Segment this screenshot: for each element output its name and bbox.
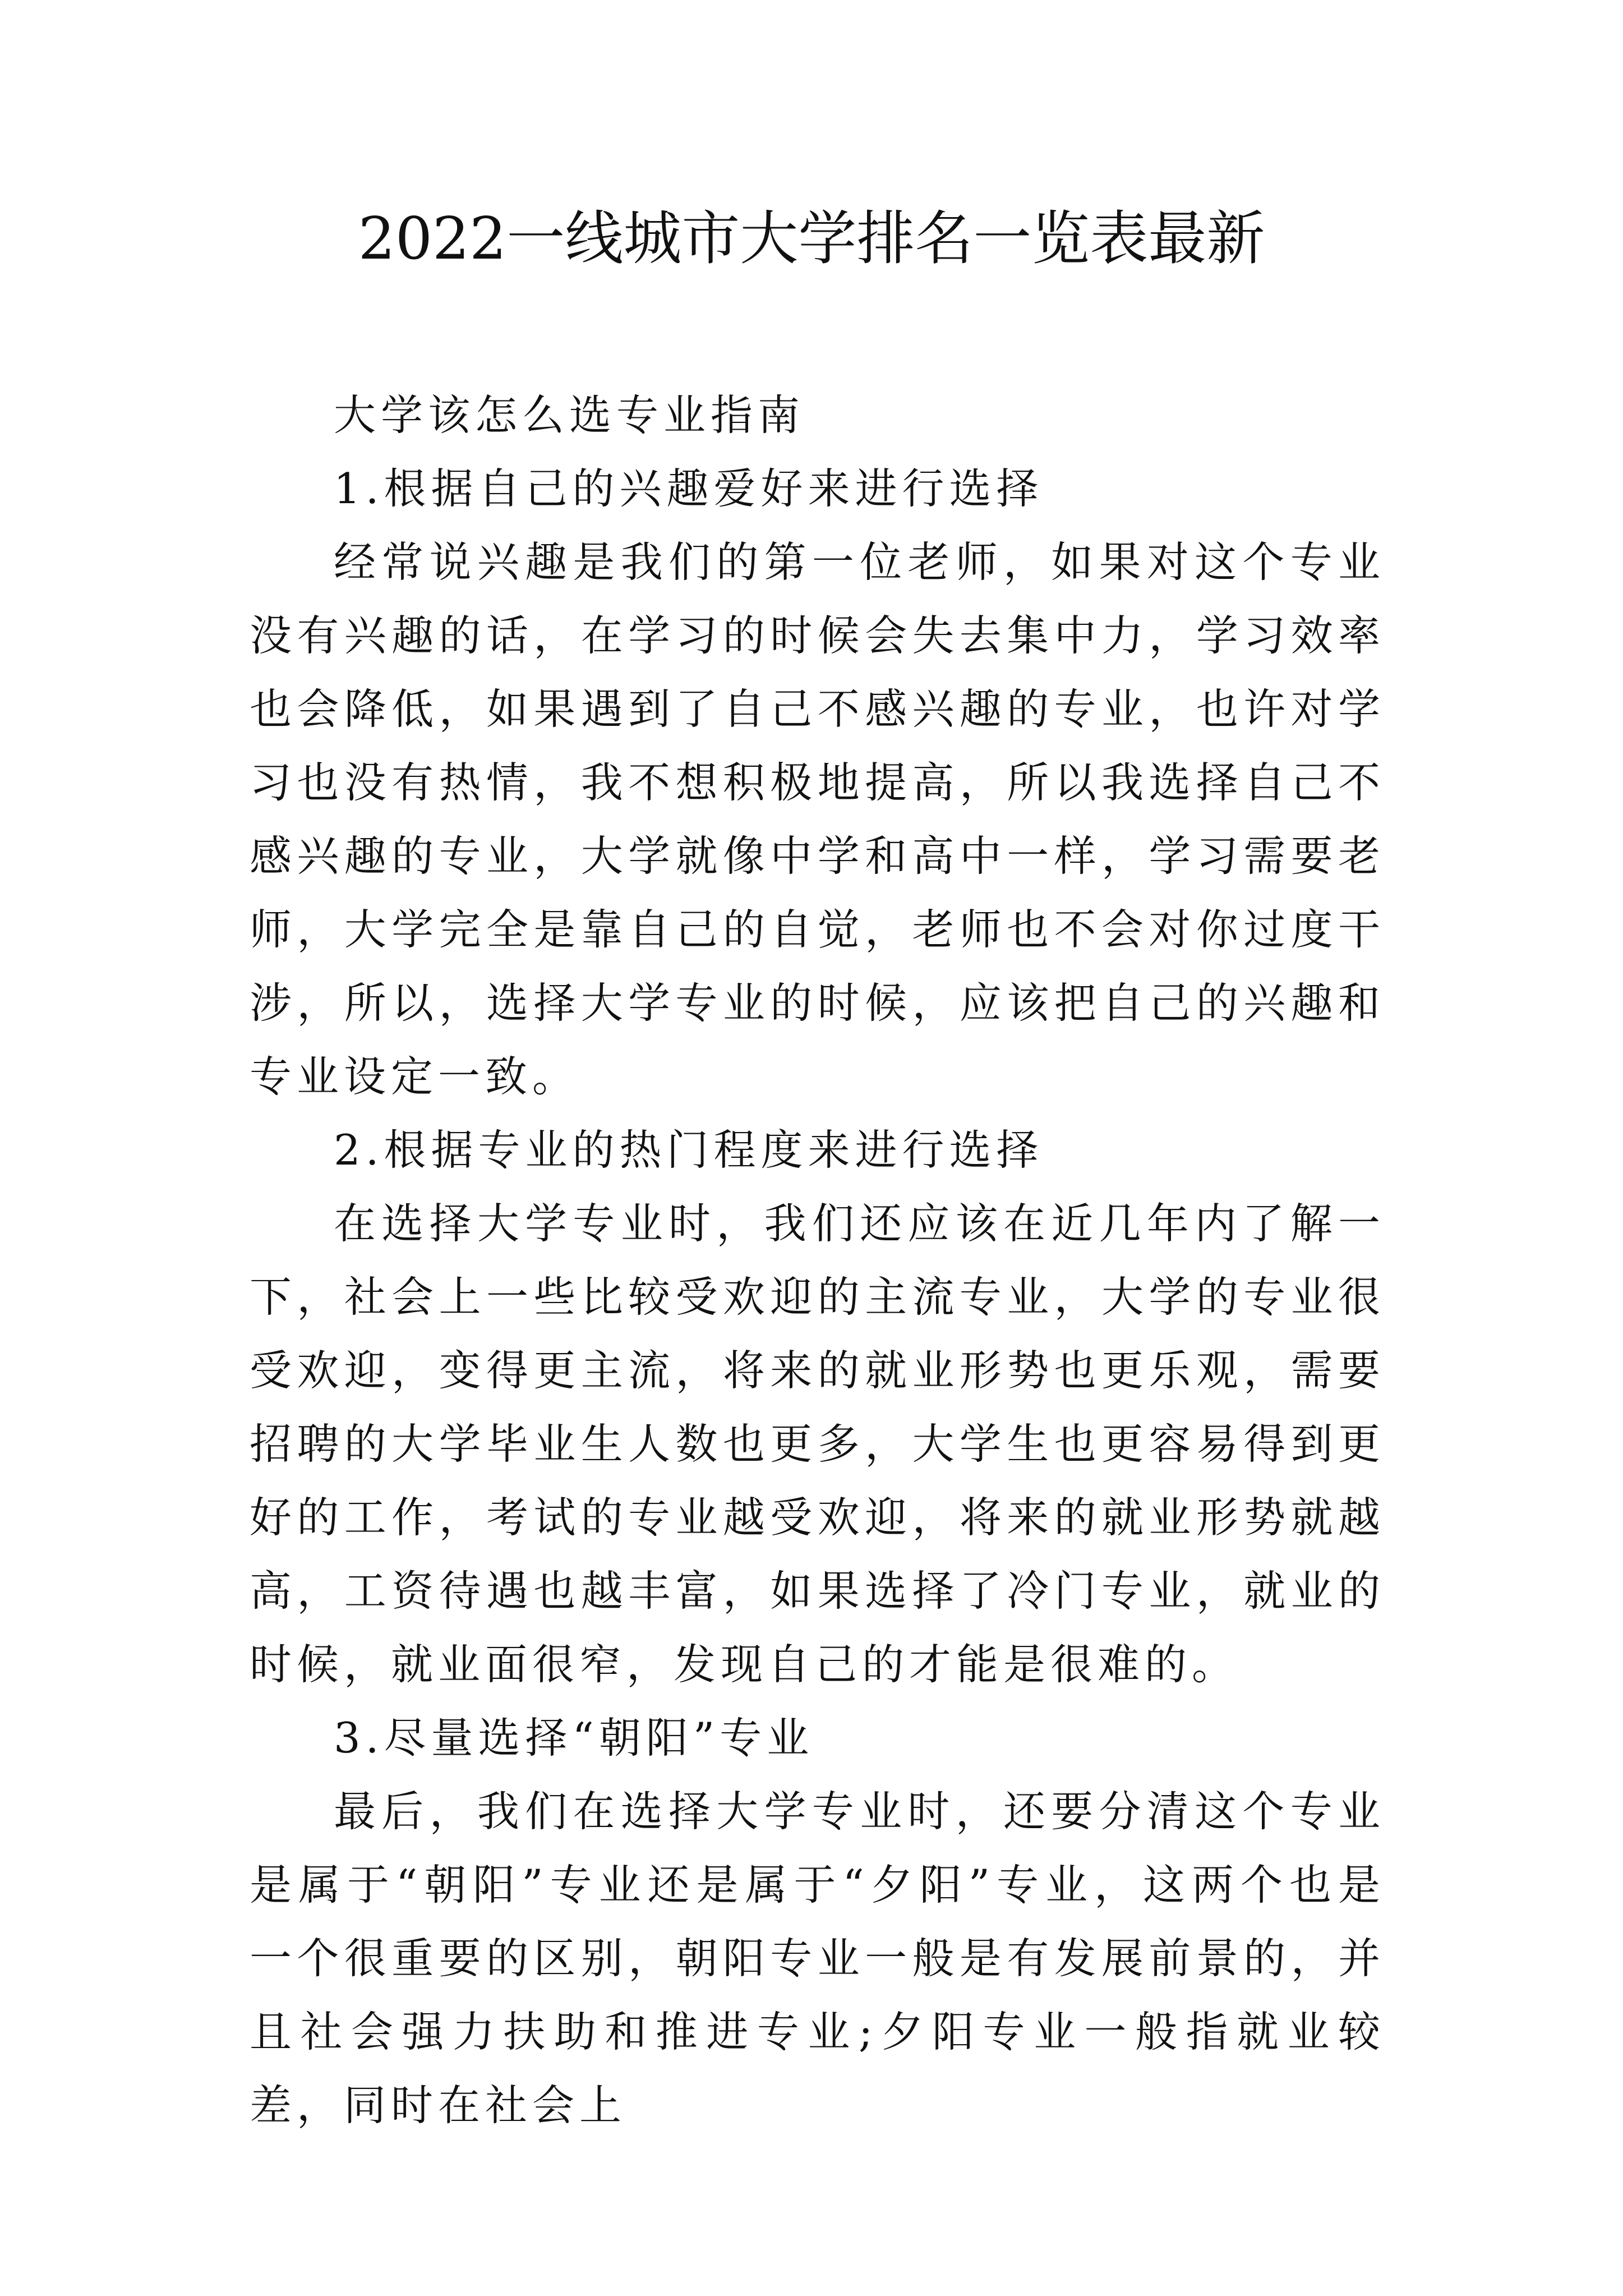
section-heading-guide: 大学该怎么选专业指南: [334, 390, 805, 440]
paragraph-interest: 经常说兴趣是我们的第一位老师，如果对这个专业没有兴趣的话，在学习的时候会失去集中力，学习效率也会降低，如果遇到了自己不感兴趣的专业，也许对学习也没有热情，我不想积极地提高，所以我选择自己不感兴趣的专业，大学就像中学和高中一样，学习需要老师，大学完全是靠自己的自觉，老师也不会对你过度干涉，所以，选择大学专业的时候，应该把自己的兴趣和专业设定一致。: [250, 537, 1385, 1101]
paragraph-popularity: 在选择大学专业时，我们还应该在近几年内了解一下，社会上一些比较受欢迎的主流专业，大学的专业很受欢迎，变得更主流，将来的就业形势也更乐观，需要招聘的大学毕业生人数也更多，大学生也更容易得到更好的工作，考试的专业越受欢迎，将来的就业形势就越高，工资待遇也越丰富，如果选择了冷门专业，就业的时候，就业面很窄，发现自己的才能是很难的。: [250, 1199, 1385, 1689]
document-title: 2022一线城市大学排名一览表最新: [358, 204, 1265, 273]
section-heading-interest: 1.根据自己的兴趣爱好来进行选择: [334, 464, 1044, 513]
document-body: [250, 379, 1385, 2142]
paragraph-sunrise: 最后，我们在选择大学专业时，还要分清这个专业是属于“朝阳”专业还是属于“夕阳”专业，这两个也是一个很重要的区别，朝阳专业一般是有发展前景的，并且社会强力扶助和推进专业;夕阳专业一般指就业较差，同时在社会上: [250, 1787, 1385, 2130]
section-heading-sunrise: 3.尽量选择“朝阳”专业: [334, 1713, 814, 1763]
section-heading-popularity: 2.根据专业的热门程度来进行选择: [334, 1125, 1044, 1175]
